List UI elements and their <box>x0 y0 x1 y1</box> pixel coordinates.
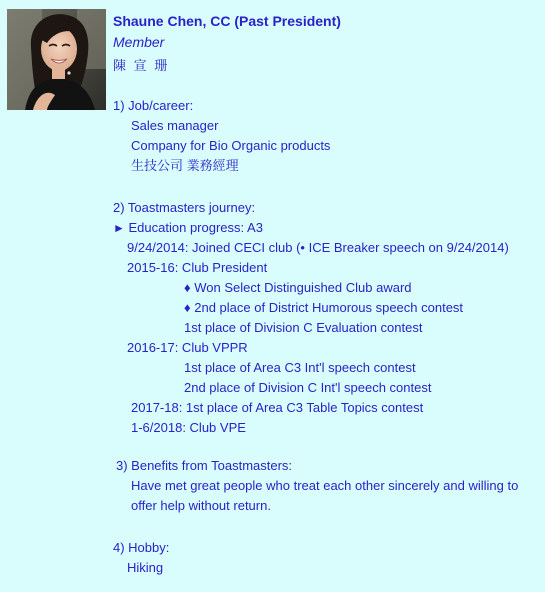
section-heading: 4) Hobby: <box>113 540 170 555</box>
member-photo <box>7 9 106 110</box>
journey-year: 2015-16: Club President <box>127 260 268 275</box>
education-text: Education progress: A3 <box>128 220 263 235</box>
section-heading: 3) Benefits from Toastmasters: <box>116 458 293 473</box>
section-hobby <box>113 538 543 578</box>
job-line: 生技公司 業務經理 <box>131 158 239 173</box>
journey-year: 2017-18: 1st place of Area C3 Table Topics contest <box>131 400 424 415</box>
member-chinese-name: 陳 宣 珊 <box>113 58 170 73</box>
triangle-right-icon: ► <box>113 221 125 235</box>
member-profile <box>113 12 543 578</box>
member-name: Shaune Chen, CC (Past President) <box>113 13 341 29</box>
section-job <box>113 96 543 176</box>
hobby-text: Hiking <box>127 560 164 575</box>
journey-year: 1-6/2018: Club VPE <box>131 420 246 435</box>
journey-entry: 9/24/2014: Joined CECI club (• ICE Breaker speech on 9/24/2014) <box>127 240 509 255</box>
member-role: Member <box>113 34 165 50</box>
journey-item: 2nd place of Division C Int'l speech contest <box>184 380 432 395</box>
benefits-text: Have met great people who treat each other sincerely and willing to offer help without return. <box>131 478 519 513</box>
section-journey <box>113 198 543 438</box>
job-line: Company for Bio Organic products <box>131 138 331 153</box>
education-progress <box>113 218 543 238</box>
journey-item: 1st place of Area C3 Int'l speech contest <box>184 360 416 375</box>
journey-item: 1st place of Division C Evaluation contest <box>184 320 423 335</box>
journey-item: ♦ Won Select Distinguished Club award <box>184 280 412 295</box>
journey-item: ♦ 2nd place of District Humorous speech contest <box>184 300 464 315</box>
section-benefits <box>113 456 543 516</box>
section-heading: 1) Job/career: <box>113 98 194 113</box>
section-heading: 2) Toastmasters journey: <box>113 200 256 215</box>
member-portrait-icon <box>7 9 106 110</box>
journey-year: 2016-17: Club VPPR <box>127 340 248 355</box>
job-line: Sales manager <box>131 118 219 133</box>
